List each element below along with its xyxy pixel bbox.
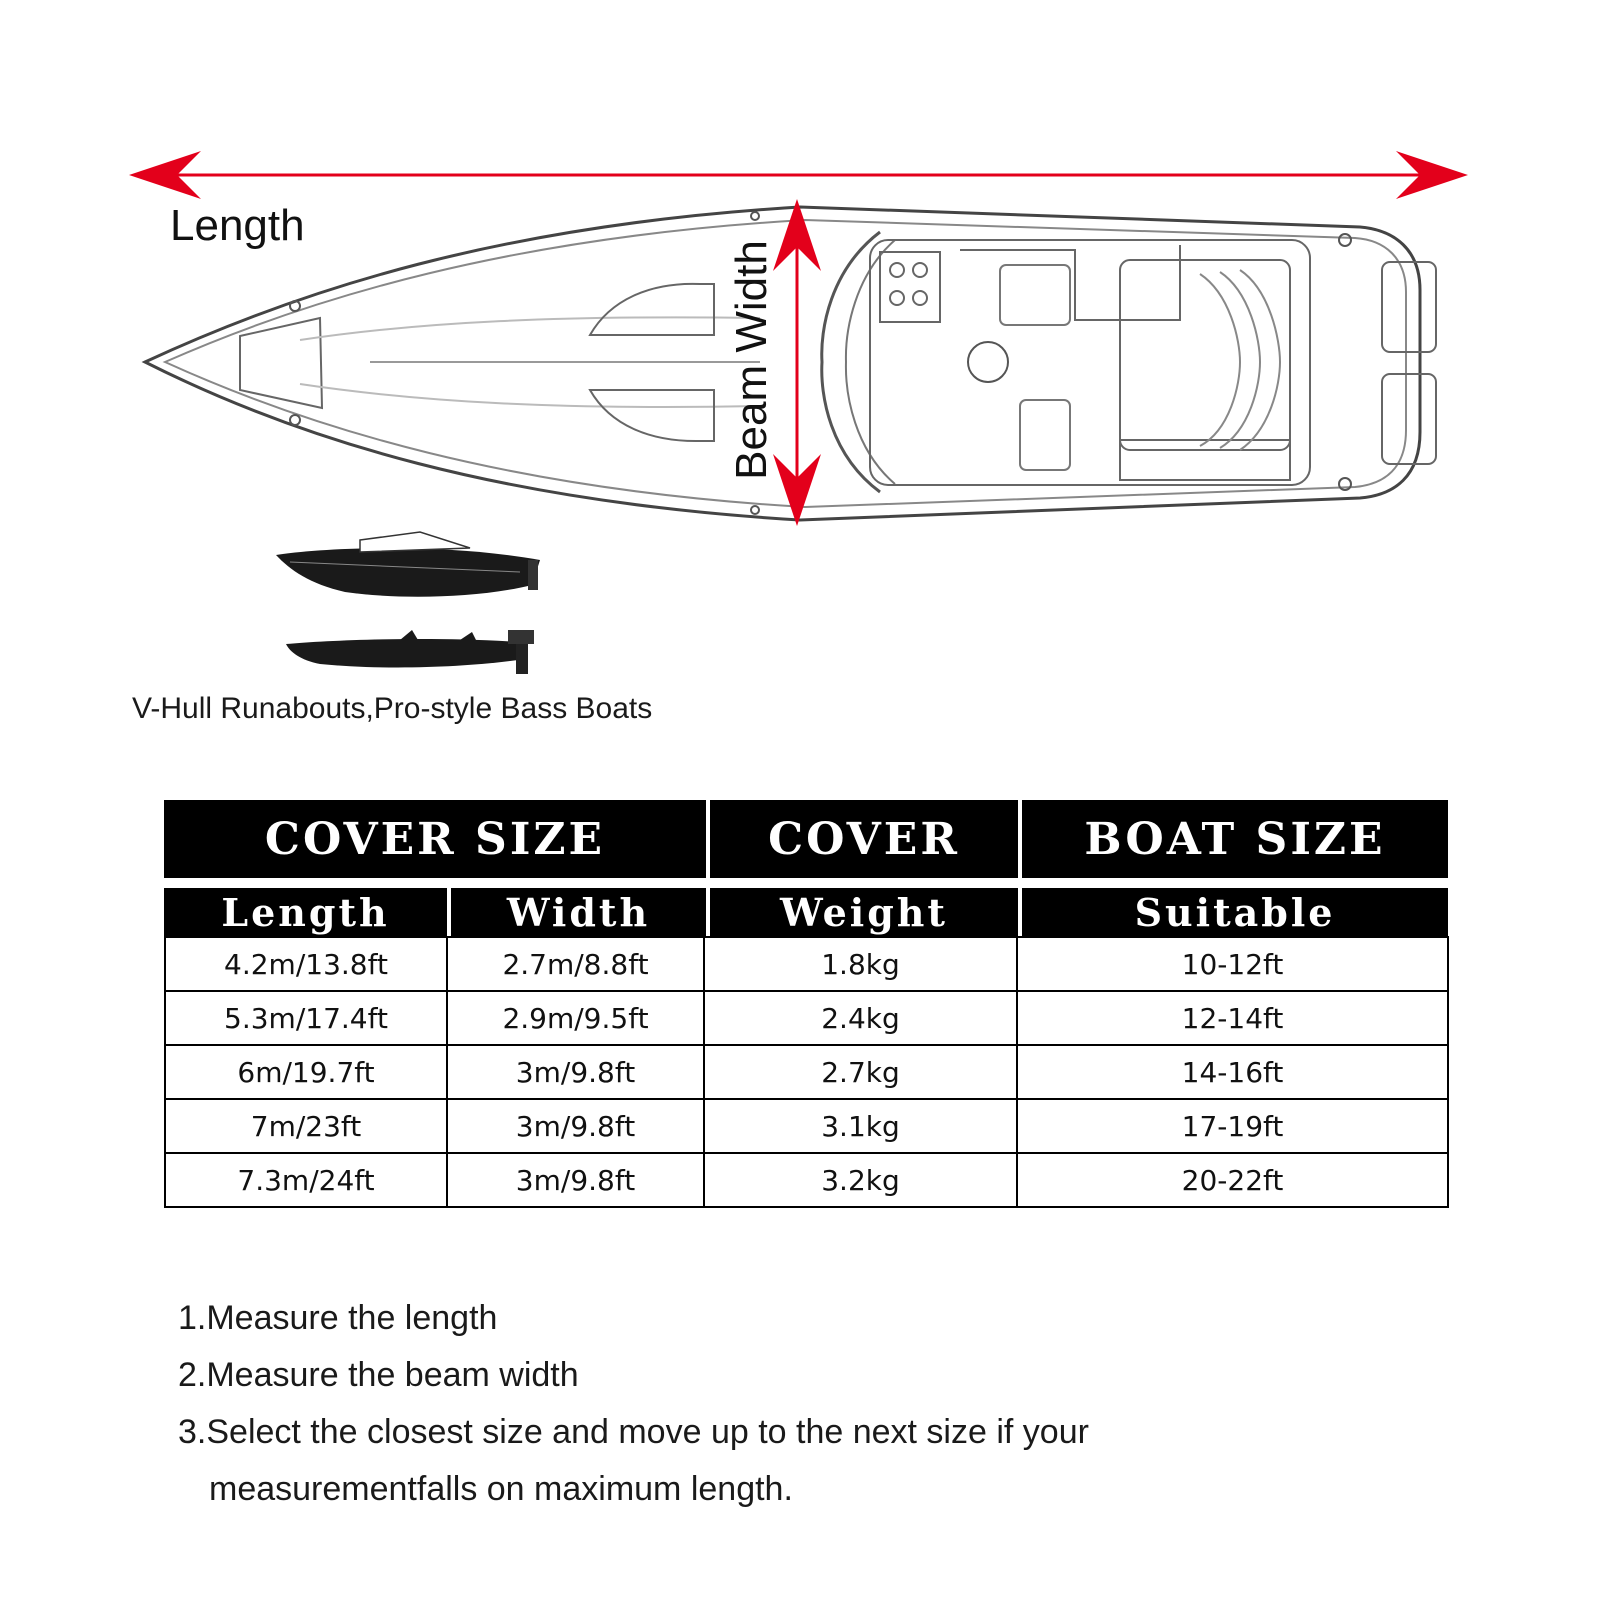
cell-width: 3m/9.8ft	[448, 1100, 705, 1152]
cell-width: 2.7m/8.8ft	[448, 938, 705, 990]
instruction-step-3-continued: measurementfalls on maximum length.	[209, 1470, 793, 1508]
boat-type-caption: V-Hull Runabouts,Pro-style Bass Boats	[132, 692, 653, 725]
header-length: Length	[164, 888, 447, 936]
cell-width: 2.9m/9.5ft	[448, 992, 705, 1044]
cell-suitable: 17-19ft	[1018, 1100, 1449, 1152]
table-row	[166, 1154, 1449, 1208]
cell-length: 7m/23ft	[166, 1100, 448, 1152]
header-width: Width	[451, 888, 706, 936]
instruction-step-1: 1.Measure the length	[178, 1299, 498, 1337]
table-row	[166, 1100, 1449, 1154]
cell-length: 4.2m/13.8ft	[166, 938, 448, 990]
cell-weight: 3.1kg	[705, 1100, 1018, 1152]
cell-suitable: 10-12ft	[1018, 938, 1449, 990]
boat-top-view	[145, 207, 1436, 520]
length-label: Length	[170, 201, 305, 250]
cell-suitable: 20-22ft	[1018, 1154, 1449, 1206]
cell-weight: 1.8kg	[705, 938, 1018, 990]
instruction-step-3: 3.Select the closest size and move up to the next size if your	[178, 1413, 1089, 1451]
cell-suitable: 12-14ft	[1018, 992, 1449, 1044]
cell-length: 6m/19.7ft	[166, 1046, 448, 1098]
cell-weight: 2.7kg	[705, 1046, 1018, 1098]
bass-boat-icon	[286, 630, 534, 674]
header-suitable: Suitable	[1022, 888, 1448, 936]
cell-suitable: 14-16ft	[1018, 1046, 1449, 1098]
cell-weight: 2.4kg	[705, 992, 1018, 1044]
table-row	[166, 1046, 1449, 1100]
table-row	[166, 938, 1449, 992]
cell-length: 5.3m/17.4ft	[166, 992, 448, 1044]
header-cover-size: COVER SIZE	[164, 800, 706, 878]
header-cover: COVER	[710, 800, 1018, 878]
header-weight: Weight	[710, 888, 1018, 936]
size-grid	[164, 936, 1449, 1208]
cell-width: 3m/9.8ft	[448, 1154, 705, 1206]
beam-width-label: Beam Width	[727, 240, 776, 480]
instruction-step-2: 2.Measure the beam width	[178, 1356, 579, 1394]
table-row	[166, 992, 1449, 1046]
cell-weight: 3.2kg	[705, 1154, 1018, 1206]
header-boat-size: BOAT SIZE	[1022, 800, 1448, 878]
cell-length: 7.3m/24ft	[166, 1154, 448, 1206]
v-hull-runabout-icon	[276, 532, 540, 597]
measurement-instructions	[178, 1290, 1438, 1518]
cell-width: 3m/9.8ft	[448, 1046, 705, 1098]
